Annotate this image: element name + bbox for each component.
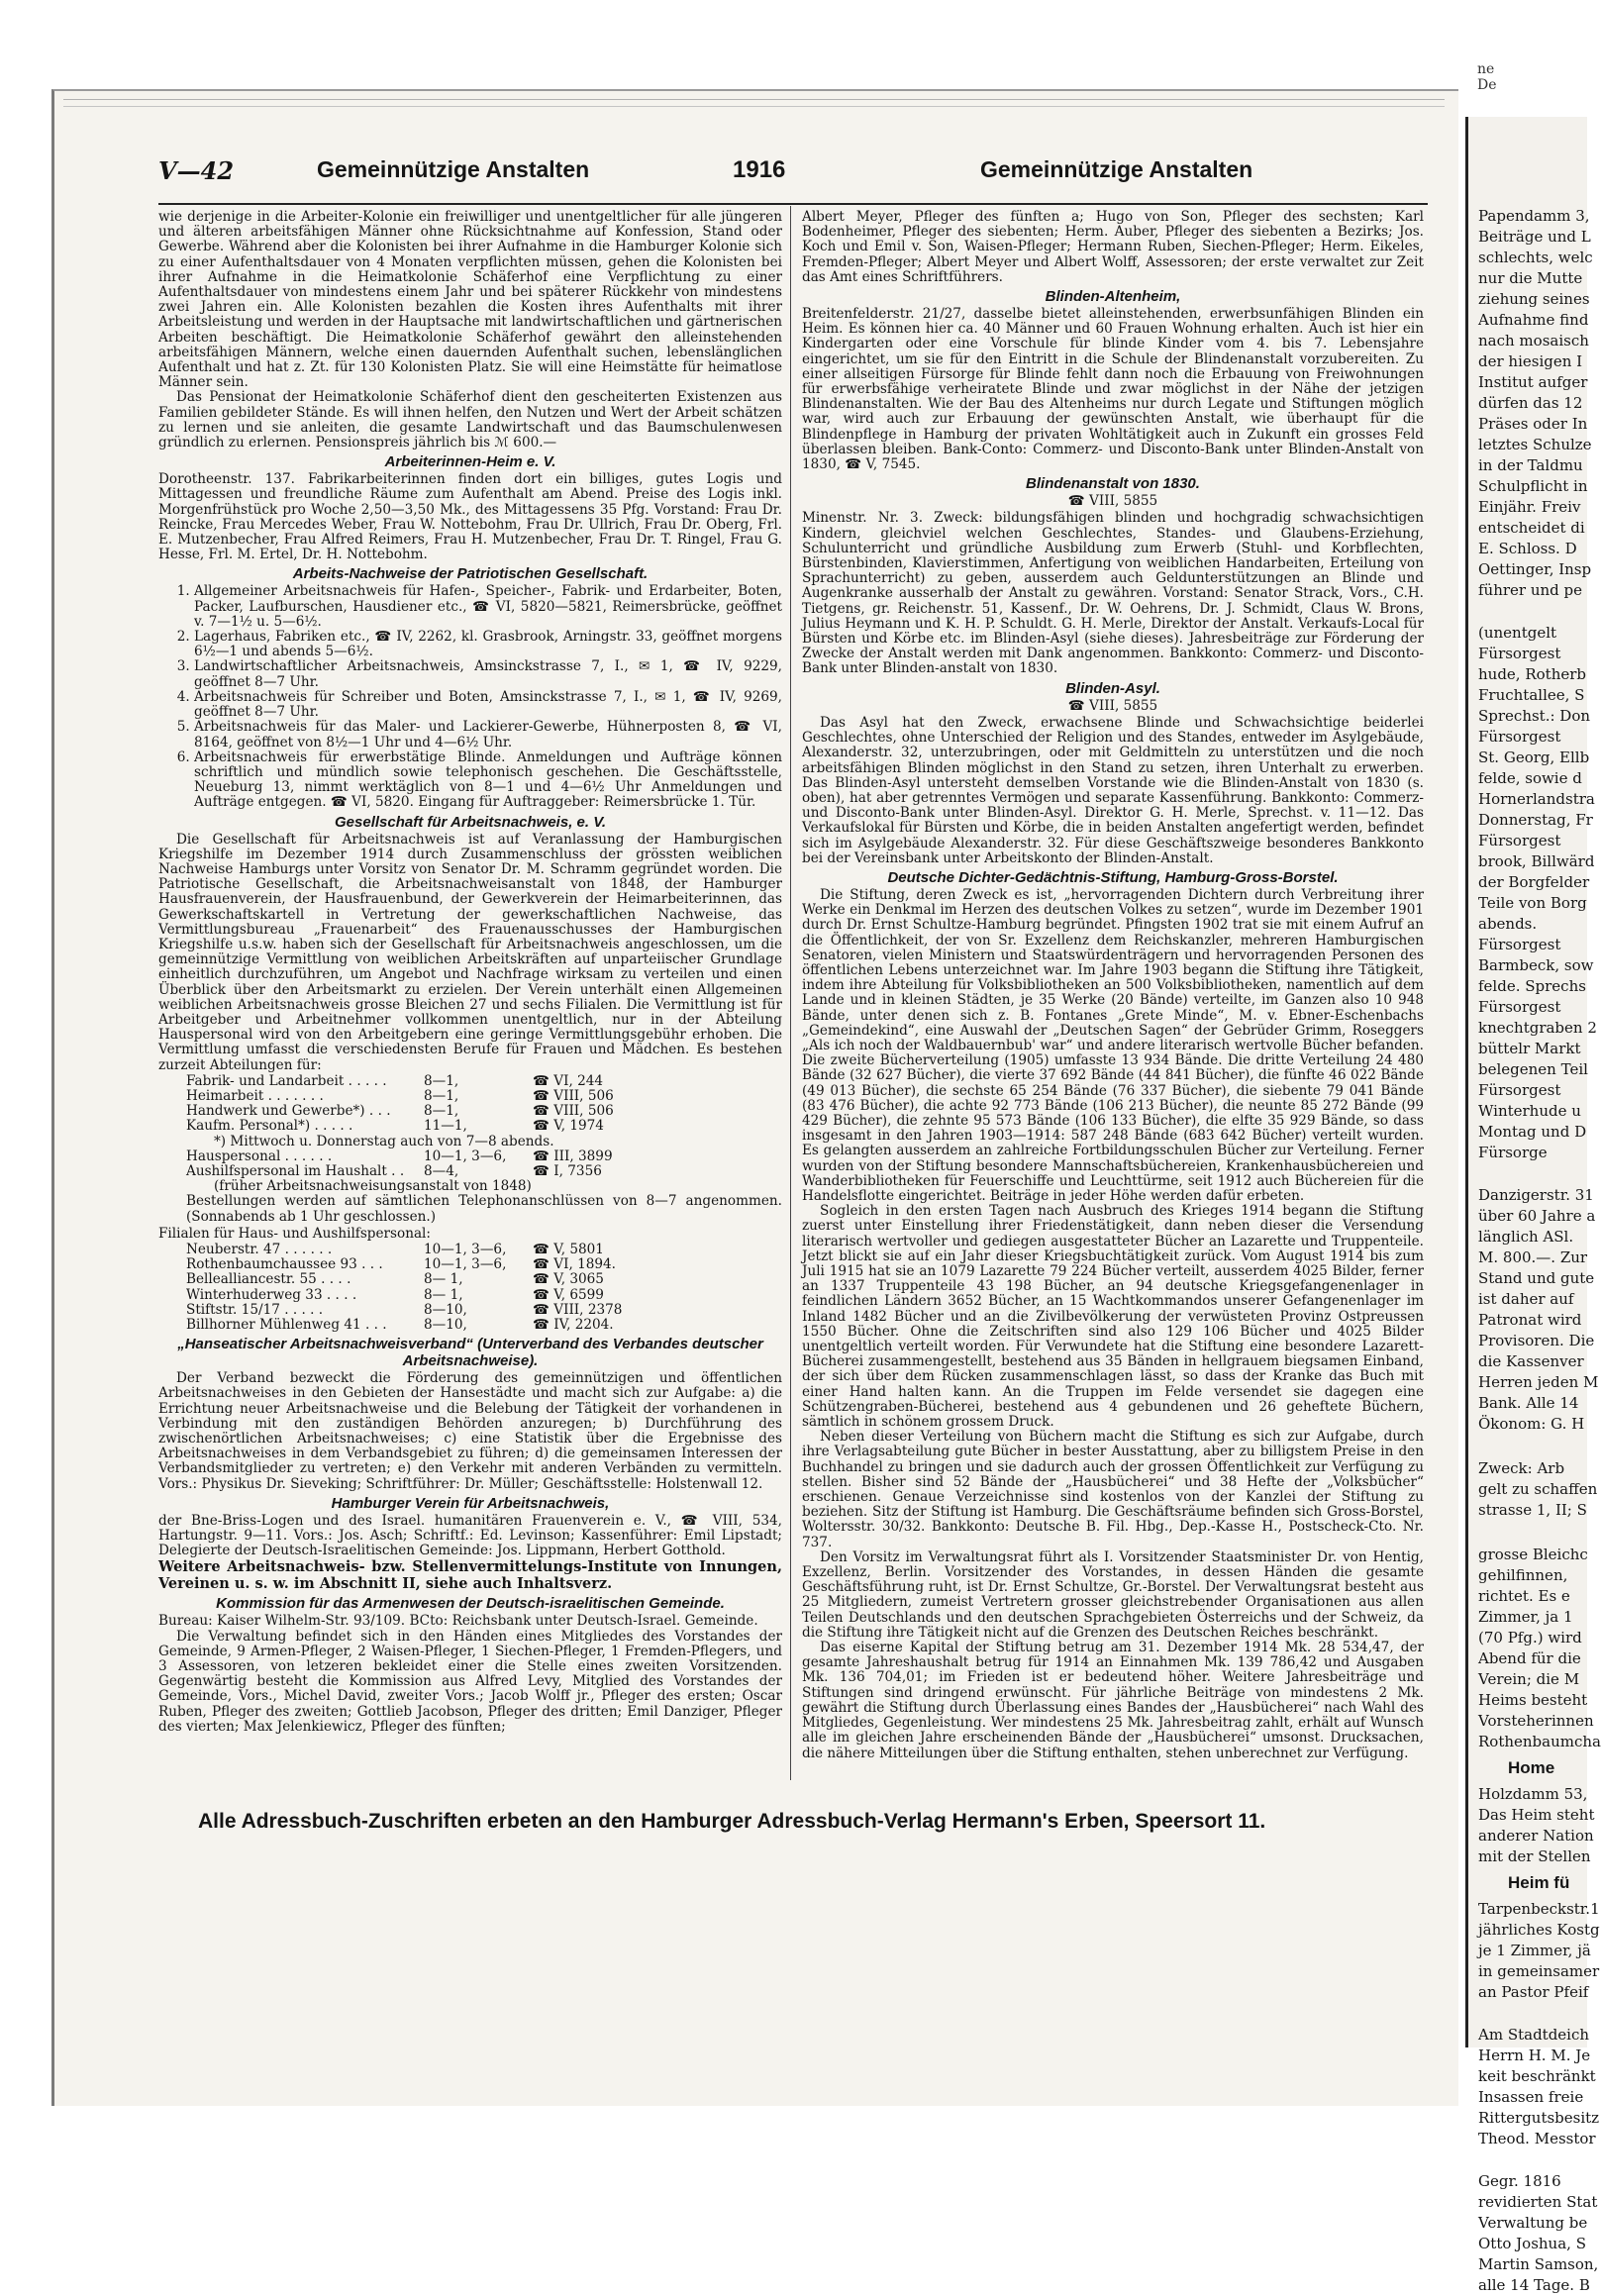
next-page-line: Danzigerstr. 31	[1478, 1186, 1594, 1204]
next-page-line: felde, sowie d	[1478, 769, 1582, 787]
table-row: Heimarbeit . . . . . . . 8—1, ☎ VIII, 506	[186, 1087, 614, 1104]
next-page-block-9	[1468, 2171, 1599, 2296]
next-page-line: Fürsorgest	[1478, 998, 1561, 1016]
next-page-line: Herren jeden M	[1478, 1373, 1599, 1391]
next-page-line: revidierten Stat	[1478, 2193, 1598, 2211]
next-page-line: Fürsorge	[1478, 1144, 1548, 1161]
right-column	[802, 210, 1424, 1809]
next-page-block-5	[1468, 1545, 1601, 1752]
list-item: 4. Arbeitsnachweis für Schreiber und Boten, Amsinckstrasse 7, I., ✉ 1, ☎ IV, 9269, geöffnet 8—7 Uhr.	[194, 690, 782, 720]
page-number: V—42	[158, 156, 235, 185]
table-row: Handwerk und Gewerbe*) . . . 8—1, ☎ VIII, 506	[186, 1103, 614, 1120]
next-page-line: der hiesigen I	[1478, 352, 1583, 370]
running-title-right: Gemeinnützige Anstalten	[980, 156, 1253, 182]
next-page-line: Oettinger, Insp	[1478, 560, 1592, 578]
kommission-heading: Kommission für das Armenwesen der Deutsch-israelitischen Gemeinde.	[216, 1595, 725, 1613]
next-page-line: Martin Samson,	[1478, 2255, 1599, 2273]
next-page-line: richtet. Es e	[1478, 1587, 1570, 1605]
hanse-text: Der Verband bezweckt die Förderung des gemeinnützigen und öffentlichen Arbeitsnachweises in den Gebieten der Hansestädte und macht sich zur Aufgabe: a) die Errichtung neuer Arbeitsnachweise und die Belebung der Tätigkeit der vorhandenen in Verbindung mit den zuständigen Behörden anzuregen; b) Durchführung des zwischenörtlichen Arbeitsnachweises; c) eine Statistik über die Ergebnisse des Arbeitsnachweises in dem Verbandsgebiet zu führen; d) die gemeinsamen Interessen der Verbandsmitglieder zu vertreten; e) den Verkehr mit anderen Verbänden zu vermitteln. Vors.: Physikus Dr. Sieveking; Schriftführer: Dr. Müller; Geschäftsstelle: Holstenwall 12.	[158, 1370, 782, 1492]
next-page-line: büttelr Markt	[1478, 1040, 1581, 1057]
next-page-line: Tarpenbeckstr.1	[1478, 1900, 1600, 1918]
next-page-line: abends.	[1478, 915, 1538, 933]
table-row: Winterhuderweg 33 . . . . 8— 1, ☎ V, 6599	[186, 1286, 604, 1303]
next-page-line: schlechts, welc	[1478, 249, 1593, 266]
dichter-paragraph-4: Den Vorsitz im Verwaltungsrat führt als I. Vorsitzender Staatsminister Dr. von Hentig, Exzellenz, Berlin. Vorsitzender des Vorstandes, in dessen Händen die gesamte Geschäftsführung ruht, ist Dr. Ernst Schultze, Gr.-Borstel. Der Verwaltungsrat besteht aus 25 Mitgliedern, zumeist Vertretern grosser gleichstrebender Organisationen aus allen Teilen Deutschlands und den deutschen Sprachgebieten Österreichs und der Schweiz, da die Stiftung ihre Tätigkeit nicht auf die Grenzen des Deutschen Reiches beschränkt.	[802, 1548, 1424, 1641]
next-page-line: Hornerlandstra	[1478, 790, 1595, 808]
list-item: 3. Landwirtschaftlicher Arbeitsnachweis, Amsinckstrasse 7, I., ✉ 1, ☎ IV, 9229, geöffnet 8—7 Uhr.	[194, 659, 782, 689]
heim-text: Dorotheenstr. 137. Fabrikarbeiterinnen finden dort ein billiges, gutes Logis und Mittagessen und freundliche Räume zum Aufenthalt am Abend. Preise des Logis inkl. Morgenfrühstück pro Woche 2,50—3,50 Mk., des Mittagessens 35 Pfg. Vorstand: Frau Dr. Reincke, Frau Mercedes Weber, Frau W. Nottebohm, Frau Dr. Ullrich, Frau Dr. Oberg, Frl. E. Mutzenbecher, Frau Alfred Reimers, Frau H. Mutzenbecher, Frau Dr. T. Ringel, Frau G. Hesse, Frl. M. Ertel, Dr. H. Nottebohm.	[158, 471, 782, 563]
table-row: Billhorner Mühlenweg 41 . . . 8—10, ☎ IV, 2204.	[186, 1317, 614, 1334]
next-page-block-7	[1468, 1899, 1600, 2003]
hanse-heading: „Hanseatischer Arbeitsnachweisverband“ (Unterverband des Verbandes deutscher Arbeitsnachweise).	[177, 1336, 763, 1370]
bestellungen-note: Bestellungen werden auf sämtlichen Telephonanschlüssen von 8—7 angenommen. (Sonnabends ab 1 Uhr geschlossen.)	[186, 1193, 782, 1225]
table-footnote: *) Mittwoch u. Donnerstag auch von 7—8 abends.	[214, 1133, 554, 1149]
next-page-line: St. Georg, Ellb	[1478, 749, 1590, 766]
next-page-line: Ökonom: G. H	[1478, 1415, 1585, 1433]
next-page-line: Zweck: Arb	[1478, 1459, 1565, 1477]
verein-text: der Bne-Briss-Logen und des Israel. humanitären Frauenverein e. V., ☎ VIII, 534, Hartungstr. 9—11. Vors.: Jos. Asch; Schriftf.: Ed. Levinson; Kassenführer: Emil Lipstadt; Delegierte der Deutsch-Israelitischen Gemeinde: Jos. Lippmann, Herbert Gotthold.	[158, 1512, 782, 1559]
intro-paragraph: wie derjenige in die Arbeiter-Kolonie ein freiwilliger und unentgeltlicher für alle jüngeren und älteren arbeitsfähigen Männer ohne Rücksichtnahme auf Konfession, Stand oder Gewerbe. Während aber die Kolonisten bei ihrer Aufnahme in die Hamburger Kolonie sich zu einer Aufenthaltsdauer von 4 Monaten verpflichten müssen, gehen die Kolonisten bei ihrer Aufnahme in die Heimatkolonie Schäferhof eine Verpflichtung zu einer Aufenthaltsdauer von mindestens einem Jahr und bei späterer Rückkehr von mindestens zwei Jahren ein. Alle Kolonisten bezahlen die Kosten ihres Aufenthalts mit ihrer Arbeitsleistung und werden in der Hauptsache mit landwirtschaftlichen und gärtnerischen Arbeiten beschäftigt. Die Heimatkolonie Schäferhof gewährt den alleinstehenden arbeitsfähigen Männern, welche einen dauernden Aufenthalt suchen, lebenslänglichen Aufenthalt und hat z. Zt. für 130 Kolonisten Platz. Sie will eine Heimstätte für heimatlose Männer sein.	[158, 209, 782, 391]
next-page-line: Bank. Alle 14	[1478, 1394, 1579, 1412]
next-page-line: Beiträge und L	[1478, 228, 1591, 246]
table-row: Stiftstr. 15/17 . . . . . 8—10, ☎ VIII, 2378	[186, 1301, 623, 1318]
table-row: Kaufm. Personal*) . . . . . 11—1, ☎ V, 1974	[186, 1118, 604, 1135]
next-page-line: Abend für die	[1478, 1649, 1581, 1667]
nachweise-heading: Arbeits-Nachweise der Patriotischen Gesellschaft.	[292, 565, 649, 583]
next-page-line: Winterhude u	[1478, 1102, 1581, 1120]
altenheim-heading: Blinden-Altenheim,	[1045, 288, 1181, 306]
next-page-line: in gemeinsamer	[1478, 1962, 1600, 1980]
next-page-line: über 60 Jahre a	[1478, 1207, 1596, 1225]
next-page-block-3	[1468, 1185, 1599, 1435]
next-page-line: grosse Bleichc	[1478, 1546, 1588, 1563]
next-page-line: Papendamm 3,	[1478, 207, 1590, 225]
next-page-line: knechtgraben 2	[1478, 1019, 1597, 1037]
next-page-line: Verwaltung be	[1478, 2214, 1588, 2232]
next-page-line: Insassen freie	[1478, 2088, 1584, 2106]
next-page-heading-heim: Heim fü	[1508, 1873, 1570, 1892]
next-page-line: an Pastor Pfeif	[1478, 1983, 1589, 2001]
next-page-line: nur die Mutte	[1478, 269, 1583, 287]
next-page-line: letztes Schulze	[1478, 436, 1592, 453]
filialen-table	[186, 1243, 782, 1333]
running-title-left: Gemeinnützige Anstalten	[317, 156, 590, 182]
next-page-line: in der Taldmu	[1478, 456, 1583, 474]
list-item: 5. Arbeitsnachweis für das Maler- und Lackierer-Gewerbe, Hühnerposten 8, ☎ VI, 8164, geöffnet von 8½—1 Uhr und 4—6½ Uhr.	[194, 720, 782, 749]
next-page-line: Fürsorgest	[1478, 645, 1561, 662]
next-page-line: keit beschränkt	[1478, 2067, 1596, 2085]
next-page-line: Vorsteherinnen	[1478, 1712, 1594, 1730]
next-page-line: alle 14 Tage. B	[1478, 2276, 1590, 2294]
table-row: Aushilfspersonal im Haushalt . . 8—4, ☎ I, 7356	[186, 1162, 602, 1179]
next-page-line: dürfen das 12	[1478, 394, 1583, 412]
next-page-line: nach mosaisch	[1478, 332, 1589, 349]
next-page-line: Zimmer, ja 1	[1478, 1608, 1573, 1626]
list-item: 1. Allgemeiner Arbeitsnachweis für Hafen-, Speicher-, Fabrik- und Erdarbeiter, Boten, Packer, Laufburschen, Hausdiener etc., ☎ VI, 5820—5821, Reimersbrücke, geöffnet v. 7—1½ u. 5—6½.	[194, 584, 782, 630]
next-page-line: Fruchtallee, S	[1478, 686, 1585, 704]
gesellschaft-text: Die Gesellschaft für Arbeitsnachweis ist auf Veranlassung der Hamburgischen Kriegshilfe im Dezember 1914 durch Zusammenschluss der grössten weiblichen Nachweise Hamburgs unter Vorsitz von Senator Dr. M. Schramm gegründet worden. Die Patriotische Gesellschaft, die Arbeitsnachweisanstalt von 1848, der Hamburger Hausfrauenverein, der Hausfrauenbund, der Gewerkverein der Heimarbeiterinnen, das Gewerkschaftskartell in Vertretung der gewerkschaftlichen Nachweise, das Vermittlungsbureau „Frauenarbeit“ des Frauenausschusses der Hamburgischen Kriegshilfe u.s.w. haben sich der Gesellschaft für Arbeitsnachweis angeschlossen, um die gemeinnützige Vermittlung von weiblichen Arbeitskräften auf unparteiischer Grundlage einheitlich durchzuführen, um Angebot und Nachfrage wirksam zu verteilen und einen Überblick über den Arbeitsmarkt zu erzielen. Der Verein unterhält einen Allgemeinen weiblichen Arbeitsnachweis grosse Bleichen 27 und sechs Filialen. Die Vermittlung ist für Arbeitgeber und Arbeitnehmer vollkommen unentgeltlich, nur in der Abteilung Hauspersonal wird von den Arbeitgebern eine geringe Vermittlungsgebühr erhoben. Die Vermittlung umfasst die verschiedensten Berufe für Frauen und Mädchen. Es bestehen zurzeit Abteilungen für:	[158, 831, 782, 1073]
next-page-line: Fürsorgest	[1478, 936, 1561, 953]
anstalt-text: Minenstr. Nr. 3. Zweck: bildungsfähigen blinden und hochgradig schwachsichtigen Kindern, gleichviel welchen Geschlechtes, Standes- und Glaubens-Erziehung, Schulunterricht und gründliche Ausbildung zum Erwerb (Stuhl- und Korbflechten, Bürstenbinden, Klavierstimmen, Anfertigung von weiblichen Handarbeiten, Erteilung von Sprachunterricht) zu geben, ausserdem auch Geldunterstützungen an Blinde und Augenkranke ausserhalb der Anstalt zu gewähren. Vorstand: Senator Strack, Vors., C.H. Tietgens, gr. Reichenstr. 51, Kassenf., Dr. W. Oehrens, Dr. J. Schmidt, Claus W. Brons, Julius Heymann und K. H. P. Schuldt. G. H. Merle, Direktor der Anstalt. Verkaufs-Local für Bürsten und Körbe etc. im Blinden-Asyl (siehe dieses). Jahresbeiträge zur Förderung der Zwecke der Anstalt werden mit Dank angenommen. Bankkonto: Commerz- und Disconto-Bank unter Blinden-anstalt von 1830.	[802, 510, 1424, 677]
next-page-line: Fürsorgest	[1478, 728, 1561, 746]
kommission-text: Die Verwaltung befindet sich in den Händen eines Mitgliedes des Vorstandes der Gemeinde, 9 Armen-Pfleger, 2 Waisen-Pfleger, 1 Siechen-Pfleger, 1 Fremden-Pflegers, und 3 Assessoren, von letzeren bekleidet einer die Stelle eines zweiten Vorsitzenden. Gegenwärtig besteht die Kommission aus Alfred Levy, Mitglied des Vorstandes der Gemeinde, Vors., Michel David, zweiter Vors.; Jacob Wolff jr., Pfleger des ersten; Oscar Ruben, Pfleger des zweiten; Gottlieb Jacobson, Pfleger des dritten; Emil Danziger, Pfleger des vierten; Max Jelenkiewicz, Pfleger des fünften;	[158, 1628, 782, 1735]
next-page-line: Schulpflicht in	[1478, 477, 1588, 495]
page-header	[158, 156, 1436, 196]
anstalt-heading: Blindenanstalt von 1830.	[1026, 475, 1200, 493]
next-page-line: Holzdamm 53,	[1478, 1785, 1588, 1803]
next-page-line: M. 800.—. Zur	[1478, 1248, 1588, 1266]
next-page-line: Montag und D	[1478, 1123, 1587, 1141]
page-footer: Alle Adressbuch-Zuschriften erbeten an den Hamburger Adressbuch-Verlag Hermann's Erben, Speersort 11.	[198, 1810, 1266, 1833]
table-row: Rothenbaumchaussee 93 . . . 10—1, 3—6, ☎ VI, 1894.	[186, 1256, 616, 1273]
next-page-block-6	[1468, 1784, 1595, 1867]
dichter-heading: Deutsche Dichter-Gedächtnis-Stiftung, Hamburg-Gross-Borstel.	[887, 868, 1339, 886]
table-row: Fabrik- und Landarbeit . . . . . 8—1, ☎ VI, 244	[186, 1072, 604, 1089]
table-row: Neuberstr. 47 . . . . . . 10—1, 3—6, ☎ V, 5801	[186, 1242, 604, 1257]
kommission-continued: Albert Meyer, Pfleger des fünften a; Hugo von Son, Pfleger des sechsten; Karl Bodenheimer, Pfleger des siebenten; Herm. Auber, Pfleger des siebenten a Bezirks; Jos. Koch und Emil v. Son, Waisen-Pfleger; Hermann Ruben, Siechen-Pfleger; Herm. Eikeles, Fremden-Pfleger; Albert Meyer und Albert Wolff, Assessoren; der erste verwaltet zur Zeit das Amt eines Schriftführers.	[802, 209, 1424, 285]
list-item: 2. Lagerhaus, Fabriken etc., ☎ IV, 2262, kl. Grasbrook, Arningstr. 33, geöffnet morgens 6½—1 und abends 5—6½.	[194, 630, 782, 659]
next-page-line: belegenen Teil	[1478, 1060, 1588, 1078]
next-page-line: Heims besteht	[1478, 1691, 1588, 1709]
dichter-paragraph-1: Die Stiftung, deren Zweck es ist, „hervorragenden Dichtern durch Verbreitung ihrer Werke ein Denkmal im Herzen des deutschen Volkes zu setzen“, wurde im Dezember 1901 durch Dr. Ernst Schultze-Hamburg begründet. Pfingsten 1902 trat sie mit einem Aufruf an die Öffentlichkeit, der von Sr. Exzellenz dem Reichskanzler, mehreren Hamburgischen Senatoren, vielen Ministern und Staatswürdenträgern und hervorragenden Personen des öffentlichen Lebens unterzeichnet war. Im Jahre 1903 begann die Stiftung ihre Tätigkeit, indem ihre Abteilung für Volksbibliotheken an 500 Volksbibliotheken, namentlich auf dem Lande und in kleinen Städten, je 35 Werke (20 Bände) verteilte, im Ganzen also 10 948 Bände, unter denen sich z. B. Fontanes „Grete Minde“, M. v. Ebner-Eschenbachs „Gemeindekind“, eine Auswahl der „Deutschen Sagen“ der Gebrüder Grimm, Roseggers „Als ich noch der Waldbauernbub' war“ und andere literarisch wertvolle Bücher befanden. Die zweite Bücherverteilung (1905) umfasste 13 934 Bände. Die dritte Verteilung 24 480 Bände (32 627 Bücher), die vierte 37 692 Bände (44 841 Bücher), die fünfte 46 022 Bände (49 013 Bücher), die sechste 65 254 Bände (76 337 Bücher), die siebente 79 041 Bände (83 476 Bücher), die achte 92 773 Bände (106 213 Bücher), die neunte 85 272 Bände (99 429 Bücher), die zehnte 95 573 Bände (106 133 Bücher), die elfte 35 929 Bände, so dass insgesamt in den Jahren 1903—1914: 587 248 Bände (683 642 Bücher) verteilt wurden. Es gelangten ausserdem an zahlreiche Fortbildungsschulen Bücher zur Verteilung. Ferner wurden von der Stiftung besondere Mannschaftsbüchereien, Krankenhausbüchereien und Wanderbibliotheken für Feuerschiffe und Leuchttürme, seit 1912 auch Büchereien für die Handelsflotte eingerichtet. Beiträge in jeder Höhe werden dafür erbeten.	[802, 886, 1424, 1204]
next-page-line: gehilfinnen,	[1478, 1566, 1568, 1584]
dichter-paragraph-2: Sogleich in den ersten Tagen nach Ausbruch des Krieges 1914 begann die Stiftung zuerst unter Einstellung ihrer Friedenstätigkeit, dann neben dieser die Versendung literarisch wertvoller und gediegen ausgestatteter Bücher an Lazarette und Truppenteile. Jetzt blickt sie auf ein Jahr dieser Kriegsbuchtätigkeit zurück. Vom August 1914 bis zum Juli 1915 hat sie an 1079 Lazarette 79 224 Bücher verteilt, ausserdem 4025 Bilder, ferner an 1337 Truppenteile 43 198 Bücher, an 94 deutsche Kriegsgefangenenlager in feindlichen Ländern 3652 Bücher, an 15 Wachtkommandos unserer Gefangenenlager im Inland 1482 Bücher und an die Zivilbevölkerung der verwüsteten Provinz Ostpreussen 1550 Bücher. Ohne die Zeitschriften sind also 129 106 Bücher und 4025 Bilder unentgeltlich verteilt worden. Für Verwundete hat die Stiftung eine besondere Lazarett-Bücherei zusammengestellt, bestehend aus 35 Bänden in hellgrauem biegsamen Einband, der sich über dem Rücken zusammenschlagen lässt, so dass der Kranke das Buch mit einer Hand halten kann. An die Truppen im Felde versendet sie dagegen eine Schützengraben-Bücherei, bestehend aus 4 gebundenen und 26 geheftete Büchern, sämtlich in schönem grossem Druck.	[802, 1203, 1424, 1431]
next-page-line: führer und pe	[1478, 581, 1583, 599]
next-page-line: Provisoren. Die	[1478, 1332, 1595, 1349]
next-page-line: Sprechst.: Don	[1478, 707, 1591, 725]
next-page-block-2	[1468, 623, 1597, 1163]
next-page-line: Barmbeck, sow	[1478, 956, 1594, 974]
table-note: (früher Arbeitsnachweisungsanstalt von 1848)	[214, 1178, 532, 1195]
year-label: 1916	[733, 156, 786, 183]
adjacent-page-strip	[1465, 117, 1601, 2294]
list-item: 6. Arbeitsnachweis für erwerbstätige Blinde. Anmeldungen und Aufträge können schriftlich und mündlich sowie telephonisch geschehen. Die Geschäftsstelle, Neueburg 13, nimmt werktäglich von 8—1 und 4—6½ Uhr Anmeldungen und Aufträge entgegen. ☎ VI, 5820. Eingang für Auftraggeber: Reimersbrücke 1. Tür.	[194, 750, 782, 811]
dichter-paragraph-3: Neben dieser Verteilung von Büchern macht die Stiftung es sich zur Aufgabe, durch ihre Verlagsabteilung gute Bücher in bester Ausstattung, aber zu billigstem Preise in den Buchhandel zu bringen und sie dadurch auch der grossen Öffentlichkeit zur Verfügung zu stellen. Bisher sind 52 Bände der „Hausbücherei“ und 38 Hefte der „Volksbücher“ erschienen. Genaue Verzeichnisse sind kostenlos von der Kanzlei der Stiftung zu beziehen. Sitz der Stiftung ist Hamburg. Die Geschäftsräume befinden sich Gross-Borstel, Woltersstr. 30/32. Bankkonto: Deutsche B. Fil. Hbg., Dep.-Kasse H., Postscheck-Cto. Nr. 737.	[802, 1429, 1424, 1550]
next-page-block-1	[1468, 206, 1593, 601]
next-page-line: mit der Stellen	[1478, 1847, 1591, 1865]
next-page-line: Teile von Borg	[1478, 894, 1587, 912]
next-page-line: anderer Nation	[1478, 1827, 1594, 1845]
asyl-text: Das Asyl hat den Zweck, erwachsene Blinde und Schwachsichtige beiderlei Geschlechtes, ohne Unterschied der Religion und des Standes, entweder im Asylgebäude, Alexanderstr. 32, unterzubringen, oder mit Geldmitteln zu unterstützen und die noch arbeitsfähigen Blinden möglichst in den Stand zu setzen, ihren Unterhalt zu erwerben. Das Blinden-Asyl untersteht demselben Vorstande wie die Blinden-Anstalt von 1830 (s. oben), hat aber getrenntes Vermögen und separate Kassenführung. Bankkonto: Commerz- und Disconto-Bank unter Blinden-Asyl. Direktor G. H. Merle, Sprechst. v. 11—12. Das Verkaufslokal für Bürsten und Körbe, die in beiden Anstalten angefertigt werden, befindet sich im Asylgebäude Alexanderstr. 32. Für diese Geschäftszweige besonderes Bankkonto bei der Vereinsbank unter Arbeitskonto der Blinden-Anstalt.	[802, 714, 1424, 866]
next-page-line: Institut aufger	[1478, 373, 1588, 391]
weitere-nachweise: Weitere Arbeitsnachweis- bzw. Stellenvermittelungs-Institute von Innungen, Vereinen u. s. w. im Abschnitt II, siehe auch Inhaltsverz.	[158, 1558, 782, 1593]
next-page-line: Herrn H. M. Je	[1478, 2046, 1591, 2064]
verein-heading: Hamburger Verein für Arbeitsnachweis,	[331, 1494, 610, 1512]
nachweise-list	[158, 584, 782, 810]
next-page-line: entscheidet di	[1478, 519, 1585, 537]
next-page-line: Einjähr. Freiv	[1478, 498, 1581, 516]
next-page-line: je 1 Zimmer, jä	[1478, 1942, 1591, 1959]
next-page-line: Gegr. 1816	[1478, 2172, 1561, 2190]
next-page-line: gelt zu schaffen	[1478, 1480, 1598, 1498]
next-page-line: Stand und gute	[1478, 1269, 1595, 1287]
left-column	[158, 210, 782, 1809]
next-page-line: brook, Billwärd	[1478, 852, 1595, 870]
next-page-line: hude, Rotherb	[1478, 665, 1586, 683]
table-row: Bellealliancestr. 55 . . . . 8— 1, ☎ V, 3065	[186, 1271, 604, 1288]
gesellschaft-heading: Gesellschaft für Arbeitsnachweis, e. V.	[335, 813, 606, 831]
asyl-phone: ☎ VIII, 5855	[1067, 697, 1158, 714]
next-page-block-8	[1468, 2025, 1600, 2149]
next-page-line: Fürsorgest	[1478, 832, 1561, 849]
next-page-line: Patronat wird	[1478, 1311, 1582, 1329]
next-page-line: Theod. Messtor	[1478, 2130, 1596, 2147]
next-page-line: Das Heim steht	[1478, 1806, 1595, 1824]
next-page-line: felde. Sprechs	[1478, 977, 1586, 995]
header-rule	[158, 203, 1428, 205]
altenheim-text: Breitenfelderstr. 21/27, dasselbe bietet alleinstehenden, erwerbsunfähigen Blinden ein Heim. Es können hier ca. 40 Männer und 60 Frauen Wohnung erhalten. Auch ist hier ein Kindergarten oder eine Vorschule für blinde Kinder vom 4. bis 7. Lebensjahre eingerichtet, um sie für den Eintritt in die Schule der Blindenanstalt vorzubereiten. Zu einer allseitigen Fürsorge für Blinde fehlt dann noch die Erbauung von Freiwohnungen für erwerbsfähige verheiratete Blinde und zwar möglichst in der Nähe der jetzigen Blindenanstalten. Wie der Bau des Altenheims nur durch Legate und Stiftungen möglich war, wird auch zur Erbauung der gewünschten Anstalt, wie überhaupt für die Blindenpflege in Hamburg der privaten Wohltätigkeit auch in Zukunft ein grosses Feld überlassen bleiben. Bank-Conto: Commerz- und Disconto-Bank unter Blinden-Anstalt von 1830, ☎ V, 7545.	[802, 306, 1424, 473]
column-divider	[790, 206, 791, 1780]
dichter-paragraph-5: Das eiserne Kapital der Stiftung betrug am 31. Dezember 1914 Mk. 28 534,47, der gesamte Jahreshaushalt betrug für 1914 an Einnahmen Mk. 139 786,42 und Ausgaben Mk. 136 704,01; im Frieden ist er bedeutend höher. Weitere Jahresbeiträge und Stiftungen sind dringend erwünscht. Für jährliche Beiträge von mindestens 2 Mk. gewährt die Stiftung durch Überlassung eines Bandes der „Hausbücherei“ nach Wahl des Mitgliedes, Gegenleistung. Wer mindestens 25 Mk. Jahresbeitrag zahlt, erhält auf Wunsch alle im gleichen Jahre erscheinenden Bände der „Hausbücherei“ umsonst. Drucksachen, die nähere Mitteilungen über die Stiftung enthalten, stehen unberechnet zur Verfügung.	[802, 1640, 1424, 1761]
next-page-line: jährliches Kostg	[1478, 1921, 1600, 1939]
anstalt-phone: ☎ VIII, 5855	[1067, 493, 1158, 510]
next-page-line: (unentgelt	[1478, 624, 1557, 642]
next-page-line: ist daher auf	[1478, 1290, 1574, 1308]
next-page-line: der Borgfelder	[1478, 873, 1590, 891]
next-page-line: E. Schloss. D	[1478, 540, 1577, 557]
next-page-line: Otto Joshua, S	[1478, 2235, 1586, 2252]
next-page-tab: ne De	[1477, 61, 1497, 93]
next-page-line: ziehung seines	[1478, 290, 1590, 308]
next-page-line: Fürsorgest	[1478, 1081, 1561, 1099]
next-page-line: (70 Pfg.) wird	[1478, 1629, 1582, 1647]
next-page-line: Donnerstag, Fr	[1478, 811, 1593, 829]
next-page-line: Am Stadtdeich	[1478, 2026, 1590, 2044]
pensionat-paragraph: Das Pensionat der Heimatkolonie Schäferhof dient den gescheiterten Existenzen aus Familien gebildeter Stände. Es will ihnen helfen, den Nutzen und Wert der Arbeit schätzen zu lernen und sie anleiten, die gesamte Landwirtschaft und das Baumschulenwesen gründlich zu erlernen. Pensionspreis jährlich bis ℳ 600.—	[158, 389, 782, 451]
next-page-line: Präses oder In	[1478, 415, 1588, 433]
frame-edge-lines	[63, 99, 1445, 107]
next-page-line: strasse 1, II; S	[1478, 1501, 1587, 1519]
next-page-block-4	[1468, 1458, 1598, 1521]
next-page-line: Rothenbaumcha	[1478, 1733, 1601, 1750]
next-page-line: die Kassenver	[1478, 1352, 1584, 1370]
filialen-intro: Filialen für Haus- und Aushilfspersonal:	[158, 1225, 431, 1242]
table-row: Hauspersonal . . . . . . 10—1, 3—6, ☎ III, 3899	[186, 1148, 613, 1164]
kommission-bureau: Bureau: Kaiser Wilhelm-Str. 93/109. BCto: Reichsbank unter Deutsch-Israel. Gemeinde.	[158, 1613, 758, 1630]
abteilungen-table	[186, 1074, 782, 1225]
next-page-line: Verein; die M	[1478, 1670, 1580, 1688]
asyl-heading: Blinden-Asyl.	[1065, 679, 1160, 697]
next-page-line: Aufnahme find	[1478, 311, 1589, 329]
next-page-line: länglich ASl.	[1478, 1228, 1574, 1246]
next-page-heading-home: Home	[1508, 1758, 1555, 1777]
heim-heading: Arbeiterinnen-Heim e. V.	[384, 453, 556, 471]
next-page-line: Rittergutsbesitz	[1478, 2109, 1600, 2127]
